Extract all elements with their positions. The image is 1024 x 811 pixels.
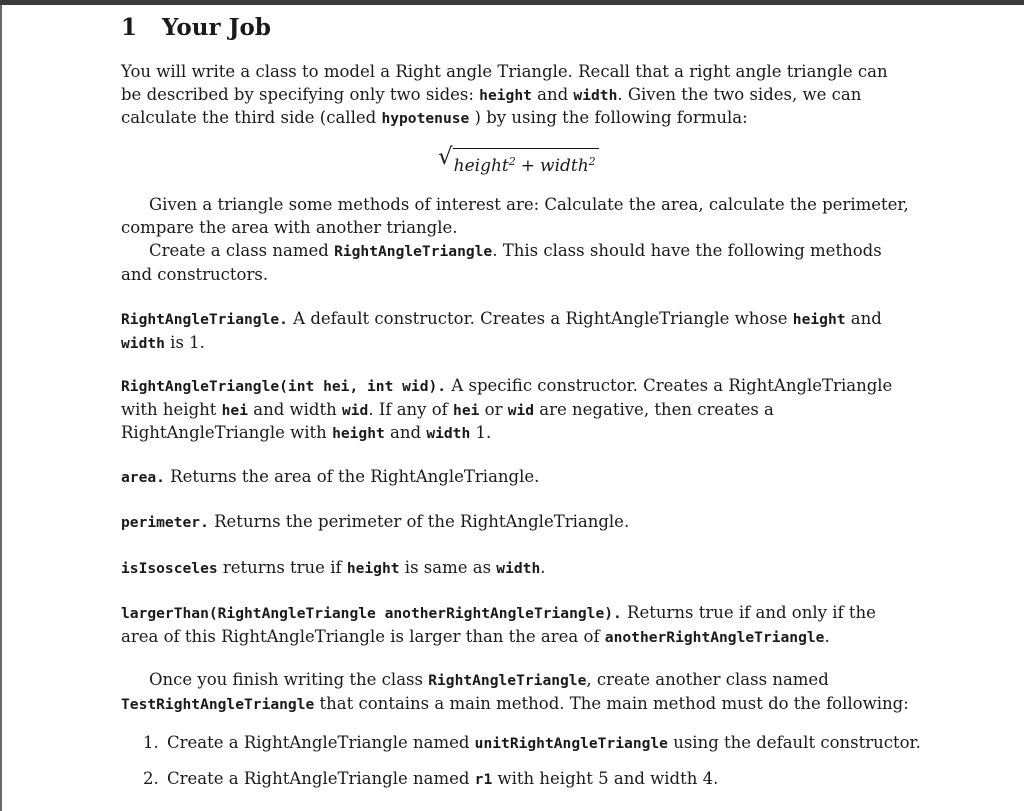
- create-class-paragraph: Create a class named RightAngleTriangle. This class should have the following methods and constructors.: [121, 241, 882, 284]
- list-item: 2. Create a RightAngleTriangle named r1 with height 5 and width 4.: [143, 769, 719, 788]
- hypotenuse-formula: √ height$^2$ + width$^2$: [438, 145, 599, 177]
- section-number: 1: [121, 14, 138, 41]
- specific-constructor-item: RightAngleTriangle(int hei, int wid). A specific constructor. Creates a RightAngleTriangle with height hei and width wid. If any of hei or wid are negative, then creates a RightAngleTriangle with height and width 1.: [121, 376, 893, 442]
- default-constructor-item: RightAngleTriangle. A default constructor. Creates a RightAngleTriangle whose height and width is 1.: [121, 309, 882, 352]
- sqrt-icon: √: [438, 144, 453, 170]
- section-title: Your Job: [162, 14, 271, 41]
- largerthan-method-item: largerThan(RightAngleTriangle anotherRightAngleTriangle). Returns true if and only if the area of this RightAngleTriangle is larger than the area of anotherRightAngleTriangle.: [121, 603, 876, 646]
- intro-paragraph: You will write a class to model a Right angle Triangle. Recall that a right angle triangle can be described by specifying only two sides: height and width. Given the two sides, we can calculate the third side (called hypotenuse ) by using the following formula:: [121, 62, 888, 127]
- area-method-item: area. Returns the area of the RightAngleTriangle.: [121, 467, 540, 486]
- methods-intro-paragraph: Given a triangle some methods of interest are: Calculate the area, calculate the perimeter, compare the area with another triangle.: [121, 195, 909, 237]
- perimeter-method-item: perimeter. Returns the perimeter of the RightAngleTriangle.: [121, 512, 630, 531]
- list-item: 1. Create a RightAngleTriangle named unitRightAngleTriangle using the default constructor.: [143, 733, 921, 752]
- test-class-paragraph: Once you finish writing the class RightAngleTriangle, create another class named TestRightAngleTriangle that contains a main method. The main method must do the following:: [121, 670, 909, 713]
- isisosceles-method-item: isIsosceles returns true if height is same as width.: [121, 558, 546, 577]
